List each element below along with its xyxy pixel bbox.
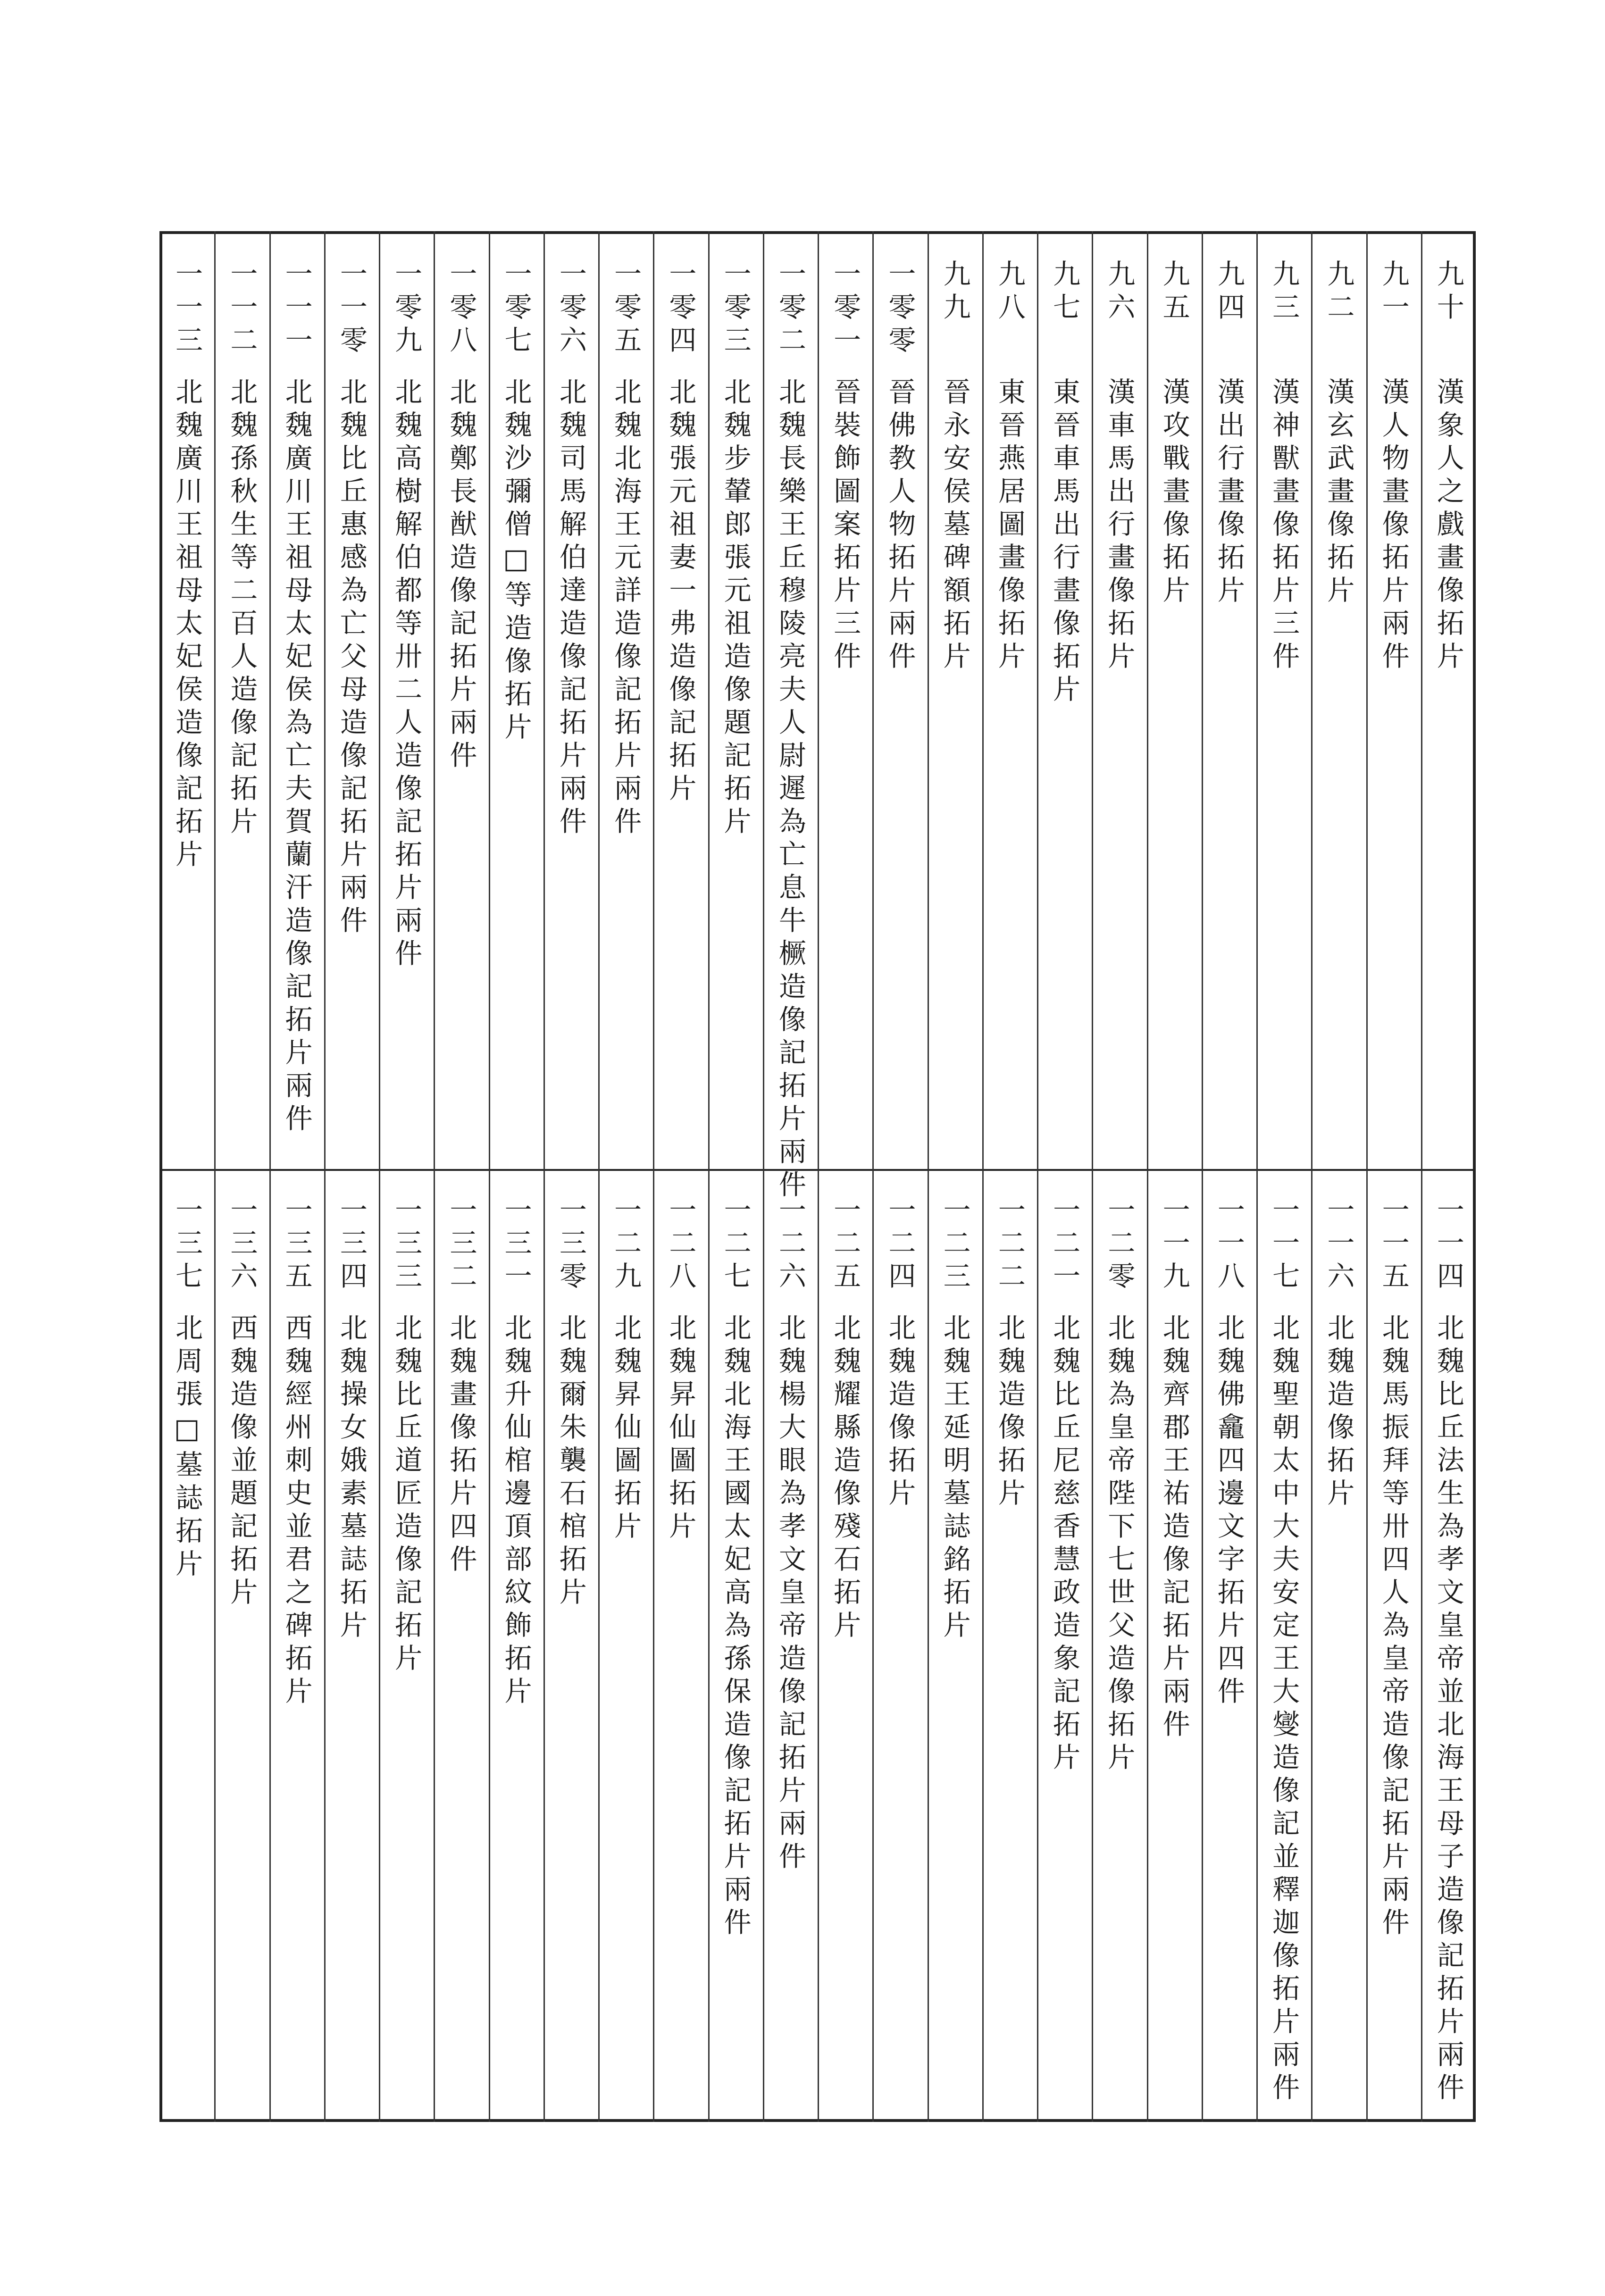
entry-number: 九八 [993, 259, 1026, 326]
catalog-entry [872, 1195, 927, 1511]
entry-title: 北魏佛龕四邊文字拓片四件 [1212, 1313, 1245, 1710]
catalog-entry [1202, 259, 1256, 609]
entry-number: 一三二 [445, 1195, 477, 1294]
entry-title: 西魏經州刺史並君之碑拓片 [280, 1313, 313, 1710]
entry-title: 漢出行畫像拓片 [1212, 377, 1245, 609]
catalog-entry [982, 1195, 1037, 1511]
entry-title: 晉永安侯墓碑額拓片 [938, 377, 971, 675]
catalog-entry [379, 1195, 434, 1677]
entry-title: 北魏北海王國太妃高為孫保造像記拓片兩件 [719, 1313, 752, 1941]
catalog-entry [379, 259, 434, 972]
entry-title: 北魏鄭長猷造像記拓片兩件 [445, 377, 477, 774]
entry-title: 北魏齊郡王祐造像記拓片兩件 [1158, 1313, 1190, 1743]
catalog-entry [818, 259, 872, 675]
entry-number: 一零一 [829, 259, 861, 359]
entry-title: 北魏為皇帝陛下七世父造像拓片 [1103, 1313, 1136, 1776]
entry-title: 漢象人之戲畫像拓片 [1432, 377, 1464, 675]
catalog-entry [214, 259, 269, 840]
entry-number: 一二三 [938, 1195, 971, 1294]
entry-title: 北魏廣川王祖母太妃侯造像記拓片 [171, 377, 203, 873]
catalog-entry [1092, 259, 1146, 675]
entry-title: 北魏比丘惠感為亡父母造像記拓片兩件 [335, 377, 368, 939]
entry-number: 一零八 [445, 259, 477, 359]
catalog-entry [214, 1195, 269, 1611]
entry-title: 北魏畫像拓片四件 [445, 1313, 477, 1578]
entry-title: 北魏楊大眼為孝文皇帝造像記拓片兩件 [774, 1313, 806, 1875]
catalog-entry [543, 259, 598, 840]
catalog-entry [708, 259, 763, 840]
entry-title: 北魏爾朱襲石棺拓片 [554, 1313, 587, 1611]
catalog-entry [763, 259, 818, 1203]
catalog-entry [1256, 1195, 1311, 2106]
entry-number: 一二一 [1048, 1195, 1081, 1294]
entry-number: 一零零 [884, 259, 916, 359]
catalog-entry [928, 1195, 982, 1644]
catalog-entry [1366, 259, 1421, 675]
catalog-entry [763, 1195, 818, 1875]
entry-title: 漢車馬出行畫像拓片 [1103, 377, 1136, 675]
catalog-entry [818, 1195, 872, 1644]
entry-title: 北魏昇仙圖拓片 [610, 1313, 642, 1545]
catalog-entry [598, 1195, 653, 1545]
entry-title: 北魏造像拓片 [1322, 1313, 1355, 1511]
catalog-entry [489, 259, 543, 745]
catalog-entry [1202, 1195, 1256, 1710]
entry-title: 北魏長樂王丘穆陵亮夫人尉遲為亡息牛橛造像記拓片兩件 [774, 377, 806, 1203]
catalog-entry [1311, 1195, 1366, 1511]
entry-title: 北魏沙彌僧□等造像拓片 [500, 377, 532, 745]
catalog-entry [1366, 1195, 1421, 1941]
entry-title: 北魏北海王元詳造像記拓片兩件 [610, 377, 642, 840]
catalog-entry [159, 259, 214, 873]
entry-title: 北魏孫秋生等二百人造像記拓片 [226, 377, 258, 840]
entry-number: 一二六 [774, 1195, 806, 1294]
entry-title: 北魏升仙棺邊頂部紋飾拓片 [500, 1313, 532, 1710]
entry-number: 一一一 [280, 259, 313, 359]
entry-number: 一三零 [554, 1195, 587, 1294]
catalog-entry [269, 259, 324, 1137]
catalog-entry [1037, 259, 1092, 708]
entry-title: 北魏操女娥素墓誌拓片 [335, 1313, 368, 1644]
entry-title: 北魏比丘道匠造像記拓片 [390, 1313, 423, 1677]
catalog-entry [1147, 259, 1202, 609]
entry-title: 漢人物畫像拓片兩件 [1377, 377, 1410, 675]
catalog-entry [1421, 259, 1476, 675]
entry-title: 北魏比丘法生為孝文皇帝並北海王母子造像記拓片兩件 [1432, 1313, 1464, 2106]
catalog-entry [708, 1195, 763, 1941]
catalog-entry [434, 259, 488, 774]
entry-number: 一一零 [335, 259, 368, 359]
entry-title: 北魏造像拓片 [993, 1313, 1026, 1511]
entry-number: 一零四 [664, 259, 697, 359]
entry-title: 北魏步輦郎張元祖造像題記拓片 [719, 377, 752, 840]
entry-number: 一二零 [1103, 1195, 1136, 1294]
catalog-entry [598, 259, 653, 840]
entry-number: 一二五 [829, 1195, 861, 1294]
catalog-entry [653, 1195, 708, 1545]
entry-number: 一零三 [719, 259, 752, 359]
catalog-entry [653, 259, 708, 807]
entry-number: 一三五 [280, 1195, 313, 1294]
entry-number: 一一七 [1268, 1195, 1300, 1294]
catalog-entry [324, 1195, 379, 1644]
catalog-entry [1037, 1195, 1092, 1776]
catalog-entry [1092, 1195, 1146, 1776]
entry-title: 漢神獸畫像拓片三件 [1268, 377, 1300, 675]
entry-number: 一一三 [171, 259, 203, 359]
entry-number: 九五 [1158, 259, 1190, 326]
entry-number: 一零二 [774, 259, 806, 359]
entry-title: 漢玄武畫像拓片 [1322, 377, 1355, 609]
entry-number: 九九 [938, 259, 971, 326]
catalog-entry [872, 259, 927, 675]
catalog-entry [1311, 259, 1366, 609]
entry-number: 九六 [1103, 259, 1136, 326]
entry-title: 北魏昇仙圖拓片 [664, 1313, 697, 1545]
entry-title: 北魏廣川王祖母太妃侯為亡夫賀蘭汗造像記拓片兩件 [280, 377, 313, 1137]
entry-number: 一零五 [610, 259, 642, 359]
entry-number: 一一二 [226, 259, 258, 359]
entry-title: 北魏造像拓片 [884, 1313, 916, 1511]
entry-title: 北魏馬振拜等卅四人為皇帝造像記拓片兩件 [1377, 1313, 1410, 1941]
entry-number: 一三一 [500, 1195, 532, 1294]
entry-number: 一三六 [226, 1195, 258, 1294]
catalog-entry [1421, 1195, 1476, 2106]
entry-number: 一三四 [335, 1195, 368, 1294]
entry-title: 北魏王延明墓誌銘拓片 [938, 1313, 971, 1644]
entry-title: 北魏比丘尼慈香慧政造象記拓片 [1048, 1313, 1081, 1776]
entry-number: 一零九 [390, 259, 423, 359]
entry-title: 北魏耀縣造像殘石拓片 [829, 1313, 861, 1644]
catalog-entry [543, 1195, 598, 1611]
entry-number: 一一四 [1432, 1195, 1464, 1294]
entry-title: 漢攻戰畫像拓片 [1158, 377, 1190, 609]
entry-number: 一二七 [719, 1195, 752, 1294]
entry-title: 東晉車馬出行畫像拓片 [1048, 377, 1081, 708]
entry-number: 一二九 [610, 1195, 642, 1294]
catalog-entry [159, 1195, 214, 1582]
catalog-entry [928, 259, 982, 675]
entry-title: 北魏高樹解伯都等卅二人造像記拓片兩件 [390, 377, 423, 972]
entry-number: 一三七 [171, 1195, 203, 1294]
entry-number: 一一六 [1322, 1195, 1355, 1294]
entry-number: 九三 [1268, 259, 1300, 326]
entry-number: 九十 [1432, 259, 1464, 326]
entry-number: 一三三 [390, 1195, 423, 1294]
catalog-entry [434, 1195, 488, 1578]
entry-title: 北魏司馬解伯達造像記拓片兩件 [554, 377, 587, 840]
catalog-entry [489, 1195, 543, 1710]
entry-number: 一一八 [1212, 1195, 1245, 1294]
entry-number: 九一 [1377, 259, 1410, 326]
entry-title: 晉裝飾圖案拓片三件 [829, 377, 861, 675]
entry-number: 一零六 [554, 259, 587, 359]
entry-title: 北魏聖朝太中大夫安定王大燮造像記並釋迦像拓片兩件 [1268, 1313, 1300, 2106]
entry-title: 北周張□墓誌拓片 [171, 1313, 203, 1582]
entry-number: 一二四 [884, 1195, 916, 1294]
entry-title: 東晉燕居圖畫像拓片 [993, 377, 1026, 675]
entry-number: 一二二 [993, 1195, 1026, 1294]
entry-number: 一一五 [1377, 1195, 1410, 1294]
entry-number: 一一九 [1158, 1195, 1190, 1294]
catalog-entry [1256, 259, 1311, 675]
entry-title: 西魏造像並題記拓片 [226, 1313, 258, 1611]
catalog-entry [324, 259, 379, 939]
entry-title: 北魏張元祖妻一弗造像記拓片 [664, 377, 697, 807]
entry-number: 一二八 [664, 1195, 697, 1294]
catalog-entry [1147, 1195, 1202, 1743]
entry-number: 九二 [1322, 259, 1355, 326]
catalog-entry [982, 259, 1037, 675]
entry-title: 晉佛教人物拓片兩件 [884, 377, 916, 675]
entry-number: 九四 [1212, 259, 1245, 326]
entry-number: 九七 [1048, 259, 1081, 326]
entry-number: 一零七 [500, 259, 532, 359]
catalog-entry [269, 1195, 324, 1710]
